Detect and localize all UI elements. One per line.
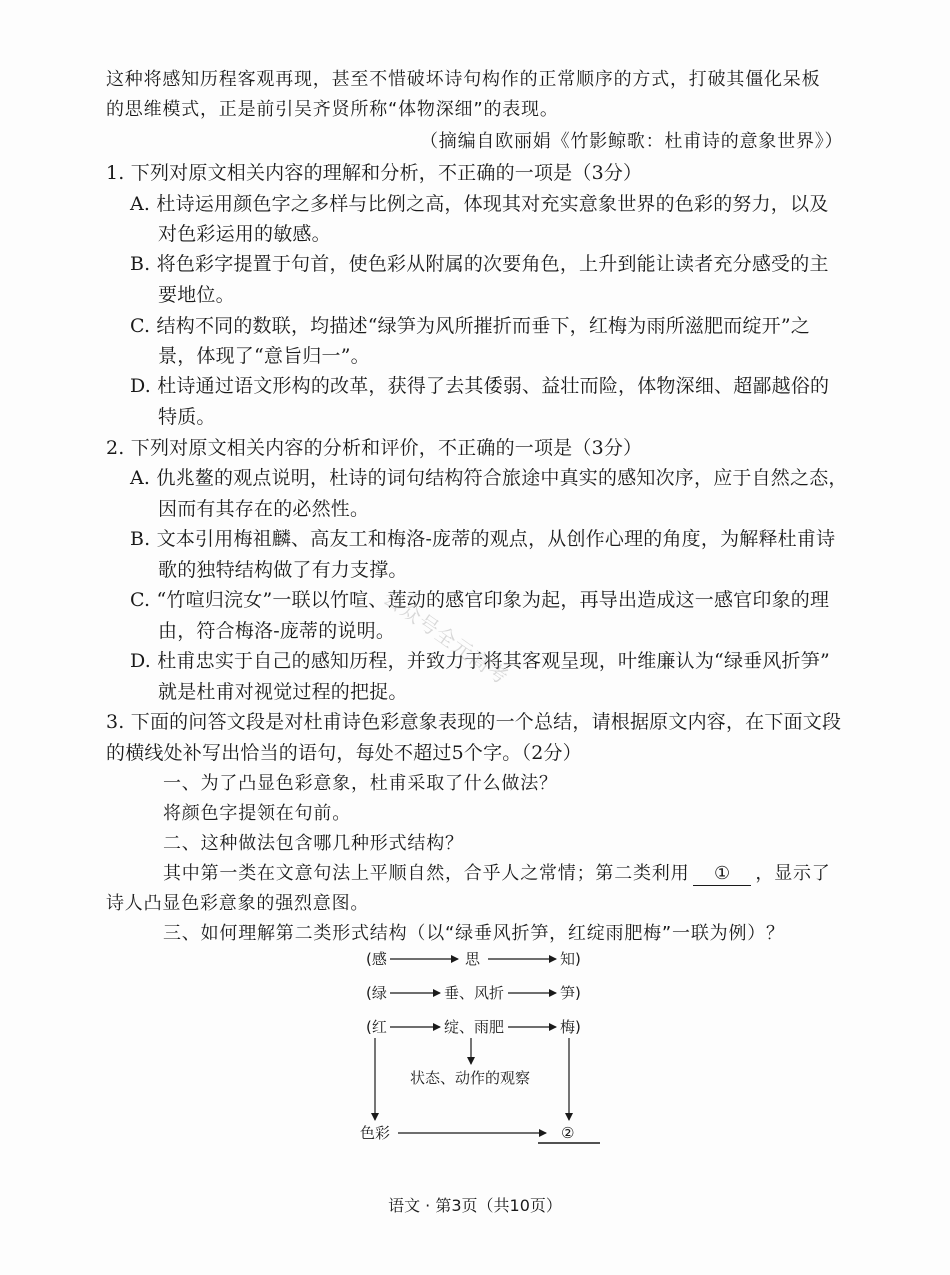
q2-option-c: C. “竹喧归浣女”一联以竹喧、莲动的感官印象为起，再导出造成这一感官印象的理 (130, 589, 830, 611)
q3-qa-answer-1: 将颜色字提领在句前。 (163, 803, 351, 824)
q3-qa-question-3: 三、如何理解第二类形式结构（以“绿垂风折笋，红绽雨肥梅”一联为例）？ (163, 923, 785, 944)
passage-line-1: 这种将感知历程客观再现，甚至不惜破坏诗句构作的正常顺序的方式，打破其僵化呆板 (106, 69, 821, 90)
diagram-r1-mid: 思 (465, 950, 481, 968)
diagram-r2-left: (绿 (366, 984, 387, 1002)
q1-option-c: C. 结构不同的数联，均描述“绿笋为风所摧折而垂下，红梅为雨所滋肥而绽开”之 (130, 315, 810, 337)
q3-qa-question-2: 二、这种做法包含哪几种形式结构？ (163, 833, 464, 854)
q1-option-a-cont: 对色彩运用的敏感。 (158, 223, 331, 245)
q2-option-c-cont: 由，符合梅洛-庞蒂的说明。 (158, 620, 396, 642)
diagram-r1-right: 知) (560, 950, 581, 968)
q3-stem: 3. 下面的问答文段是对杜甫诗色彩意象表现的一个总结，请根据原文内容，在下面文段 (106, 711, 842, 733)
q1-option-b: B. 将色彩字提置于句首，使色彩从附属的次要角色，上升到能让读者充分感受的主 (130, 253, 829, 275)
diagram-middle-label: 状态、动作的观察 (410, 1069, 531, 1087)
q2-stem: 2. 下列对原文相关内容的分析和评价，不正确的一项是（3分） (106, 437, 643, 459)
structure-diagram (340, 940, 620, 1150)
blank-2[interactable]: ② (561, 1124, 575, 1142)
q2-option-a-cont: 因而有其存在的必然性。 (158, 498, 370, 520)
q3-answer-2-text-b: ，显示了 (755, 863, 831, 884)
page-footer: 语文 · 第3页（共10页） (388, 1196, 562, 1215)
diagram-bottom-left: 色彩 (360, 1124, 391, 1142)
diagram-r3-right: 梅) (560, 1018, 581, 1036)
q2-option-b: B. 文本引用梅祖麟、高友工和梅洛-庞蒂的观点，从创作心理的角度，为解释杜甫诗 (130, 528, 836, 550)
q3-qa-question-1: 一、为了凸显色彩意象，杜甫采取了什么做法？ (163, 773, 558, 794)
q2-option-d: D. 杜甫忠实于自己的感知历程，并致力于将其客观呈现，叶维廉认为“绿垂风折笋” (130, 650, 830, 672)
blank-1[interactable]: ① (693, 863, 751, 886)
q1-option-c-cont: 景，体现了“意旨归一”。 (158, 345, 370, 367)
passage-source: （摘编自欧丽娟《竹影鲸歌：杜甫诗的意象世界》） (420, 131, 844, 152)
q1-option-d-cont: 特质。 (158, 406, 216, 428)
diagram-r3-left: (红 (366, 1018, 387, 1036)
q3-answer-2-text-a: 其中第一类在文意句法上平顺自然，合乎人之常情；第二类利用 (163, 863, 690, 884)
diagram-r1-left: (感 (366, 950, 387, 968)
q2-option-b-cont: 歌的独特结构做了有力支撑。 (158, 559, 408, 581)
watermark-text: 公众号全元高考 (378, 585, 514, 690)
q2-option-a: A. 仇兆鳌的观点说明，杜诗的词句结构符合旅途中真实的感知次序，应于自然之态， (130, 467, 848, 489)
passage-line-2: 的思维模式，正是前引吴齐贤所称“体物深细”的表现。 (106, 99, 559, 120)
diagram-r3-mid: 绽、雨肥 (444, 1018, 505, 1036)
q1-option-d: D. 杜诗通过语文形构的改革，获得了去其倭弱、益壮而险，体物深细、超鄙越俗的 (130, 375, 830, 397)
q2-option-d-cont: 就是杜甫对视觉过程的把捉。 (158, 681, 408, 703)
q1-option-b-cont: 要地位。 (158, 284, 235, 306)
q1-option-a: A. 杜诗运用颜色字之多样与比例之高，体现其对充实意象世界的色彩的努力，以及 (130, 193, 829, 215)
q3-qa-answer-2-cont: 诗人凸显色彩意象的强烈意图。 (106, 893, 370, 914)
q1-stem: 1. 下列对原文相关内容的理解和分析，不正确的一项是（3分） (106, 162, 643, 184)
q3-qa-answer-2 (163, 862, 831, 886)
q3-stem-cont: 的横线处补写出恰当的语句，每处不超过5个字。（2分） (106, 742, 582, 764)
diagram-r2-right: 笋) (560, 984, 581, 1002)
diagram-r2-mid: 垂、风折 (444, 984, 505, 1002)
